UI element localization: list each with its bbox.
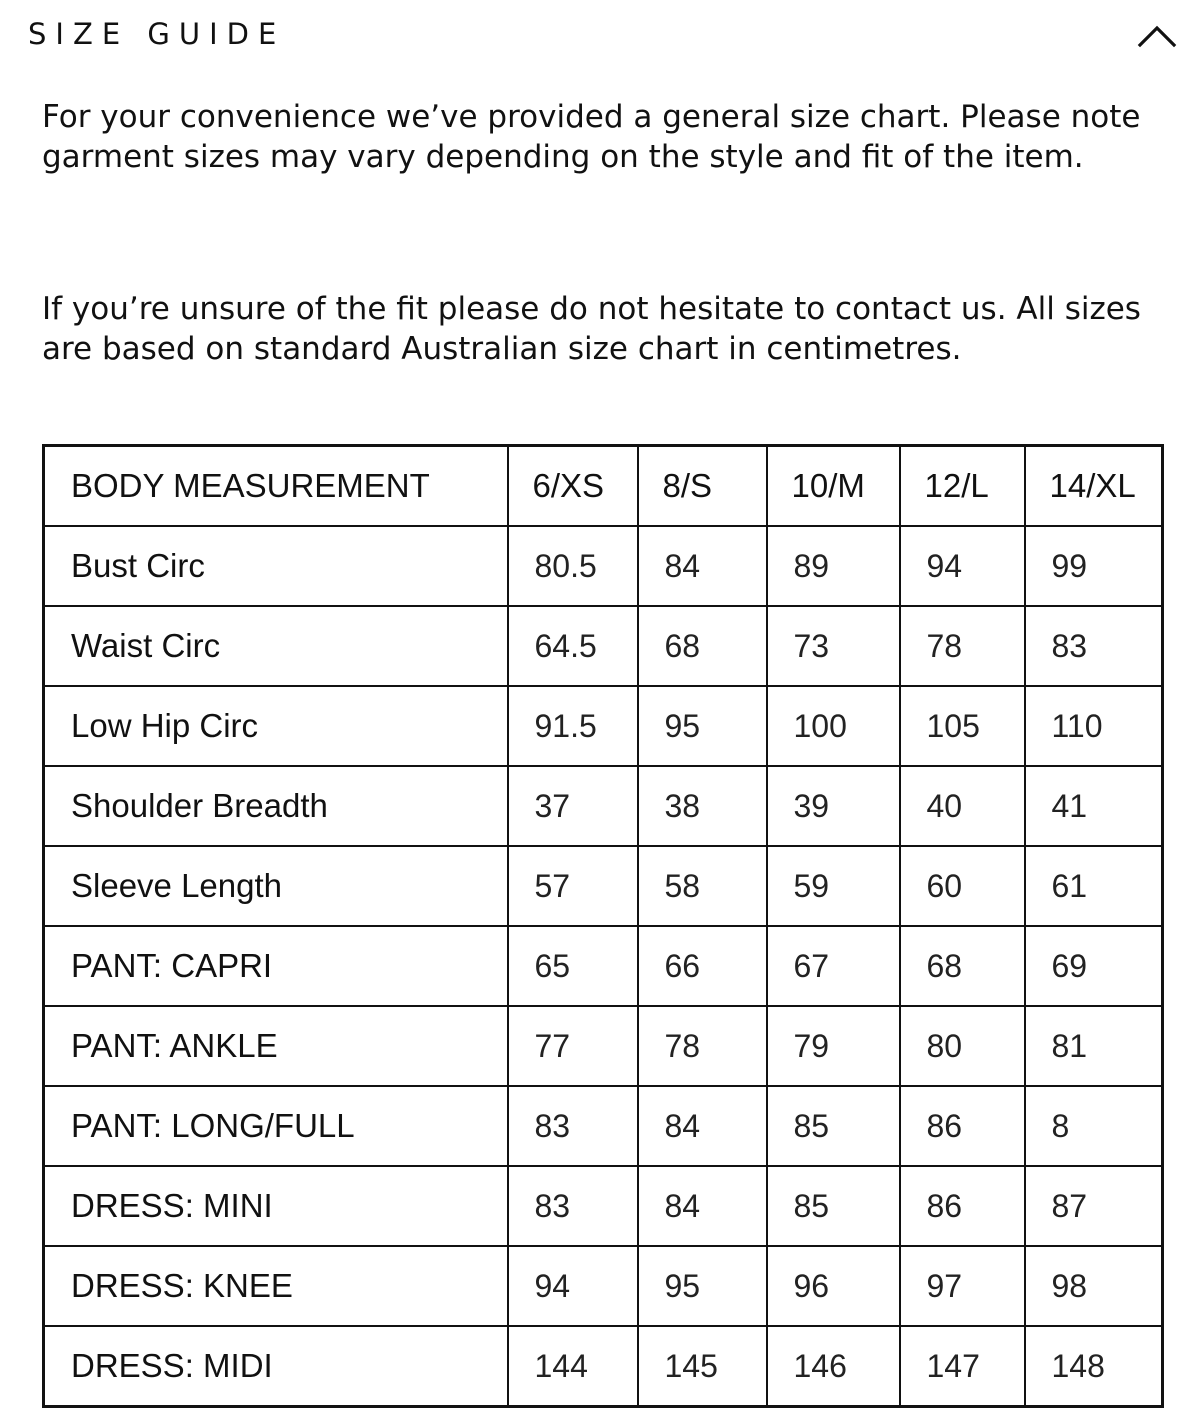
measurement-label: DRESS: KNEE <box>44 1246 508 1326</box>
measurement-value: 66 <box>638 926 767 1006</box>
measurement-value: 64.5 <box>508 606 638 686</box>
measurement-value: 99 <box>1025 526 1163 606</box>
column-header-body-measurement: BODY MEASUREMENT <box>44 446 508 527</box>
measurement-value: 78 <box>638 1006 767 1086</box>
measurement-value: 89 <box>767 526 900 606</box>
measurement-value: 37 <box>508 766 638 846</box>
measurement-label: PANT: ANKLE <box>44 1006 508 1086</box>
measurement-value: 147 <box>900 1326 1025 1407</box>
measurement-label: PANT: CAPRI <box>44 926 508 1006</box>
column-header-size-l: 12/L <box>900 446 1025 527</box>
table-row <box>44 526 1163 606</box>
measurement-value: 78 <box>900 606 1025 686</box>
measurement-value: 145 <box>638 1326 767 1407</box>
measurement-value: 38 <box>638 766 767 846</box>
collapse-toggle-button[interactable] <box>1132 14 1182 58</box>
measurement-value: 81 <box>1025 1006 1163 1086</box>
measurement-value: 77 <box>508 1006 638 1086</box>
measurement-value: 68 <box>638 606 767 686</box>
measurement-value: 95 <box>638 1246 767 1326</box>
measurement-value: 80.5 <box>508 526 638 606</box>
measurement-value: 96 <box>767 1246 900 1326</box>
measurement-value: 84 <box>638 1166 767 1246</box>
measurement-value: 40 <box>900 766 1025 846</box>
table-row <box>44 1086 1163 1166</box>
table-row <box>44 686 1163 766</box>
measurement-value: 57 <box>508 846 638 926</box>
measurement-value: 86 <box>900 1166 1025 1246</box>
measurement-label: DRESS: MINI <box>44 1166 508 1246</box>
table-row <box>44 926 1163 1006</box>
measurement-value: 86 <box>900 1086 1025 1166</box>
measurement-value: 39 <box>767 766 900 846</box>
intro-paragraph-contact: If you’re unsure of the fit please do not hesitate to contact us. All sizes are based on standard Australian size chart in centimetres. <box>42 291 1141 367</box>
measurement-label: Bust Circ <box>44 526 508 606</box>
measurement-value: 83 <box>508 1166 638 1246</box>
measurement-value: 65 <box>508 926 638 1006</box>
table-row <box>44 766 1163 846</box>
table-row <box>44 606 1163 686</box>
measurement-value: 8 <box>1025 1086 1163 1166</box>
measurement-value: 148 <box>1025 1326 1163 1407</box>
measurement-value: 87 <box>1025 1166 1163 1246</box>
measurement-value: 67 <box>767 926 900 1006</box>
measurement-value: 100 <box>767 686 900 766</box>
measurement-value: 69 <box>1025 926 1163 1006</box>
size-chart-body <box>44 526 1163 1407</box>
measurement-value: 68 <box>900 926 1025 1006</box>
measurement-value: 61 <box>1025 846 1163 926</box>
measurement-value: 98 <box>1025 1246 1163 1326</box>
measurement-value: 58 <box>638 846 767 926</box>
measurement-label: Low Hip Circ <box>44 686 508 766</box>
measurement-value: 105 <box>900 686 1025 766</box>
measurement-label: Sleeve Length <box>44 846 508 926</box>
size-guide-header <box>0 0 1197 72</box>
size-chart-table <box>42 444 1164 1408</box>
measurement-value: 83 <box>508 1086 638 1166</box>
column-header-size-xs: 6/XS <box>508 446 638 527</box>
chevron-up-icon <box>1137 24 1177 48</box>
measurement-label: Shoulder Breadth <box>44 766 508 846</box>
measurement-label: DRESS: MIDI <box>44 1326 508 1407</box>
measurement-value: 94 <box>900 526 1025 606</box>
measurement-value: 97 <box>900 1246 1025 1326</box>
table-row <box>44 1326 1163 1407</box>
size-guide-title: SIZE GUIDE <box>28 17 286 51</box>
intro-paragraph-convenience: For your convenience we’ve provided a general size chart. Please note garment sizes may vary depending on the style and fit of the item. <box>42 99 1141 175</box>
measurement-value: 85 <box>767 1166 900 1246</box>
column-header-size-m: 10/M <box>767 446 900 527</box>
measurement-value: 41 <box>1025 766 1163 846</box>
measurement-value: 84 <box>638 1086 767 1166</box>
measurement-value: 144 <box>508 1326 638 1407</box>
table-row <box>44 1006 1163 1086</box>
measurement-value: 95 <box>638 686 767 766</box>
measurement-label: PANT: LONG/FULL <box>44 1086 508 1166</box>
measurement-value: 60 <box>900 846 1025 926</box>
measurement-label: Waist Circ <box>44 606 508 686</box>
measurement-value: 94 <box>508 1246 638 1326</box>
measurement-value: 80 <box>900 1006 1025 1086</box>
measurement-value: 59 <box>767 846 900 926</box>
measurement-value: 73 <box>767 606 900 686</box>
column-header-size-xl: 14/XL <box>1025 446 1163 527</box>
measurement-value: 110 <box>1025 686 1163 766</box>
measurement-value: 84 <box>638 526 767 606</box>
measurement-value: 91.5 <box>508 686 638 766</box>
measurement-value: 85 <box>767 1086 900 1166</box>
measurement-value: 146 <box>767 1326 900 1407</box>
table-header-row <box>44 446 1163 527</box>
table-row <box>44 846 1163 926</box>
measurement-value: 79 <box>767 1006 900 1086</box>
table-row <box>44 1246 1163 1326</box>
measurement-value: 83 <box>1025 606 1163 686</box>
table-row <box>44 1166 1163 1246</box>
column-header-size-s: 8/S <box>638 446 767 527</box>
